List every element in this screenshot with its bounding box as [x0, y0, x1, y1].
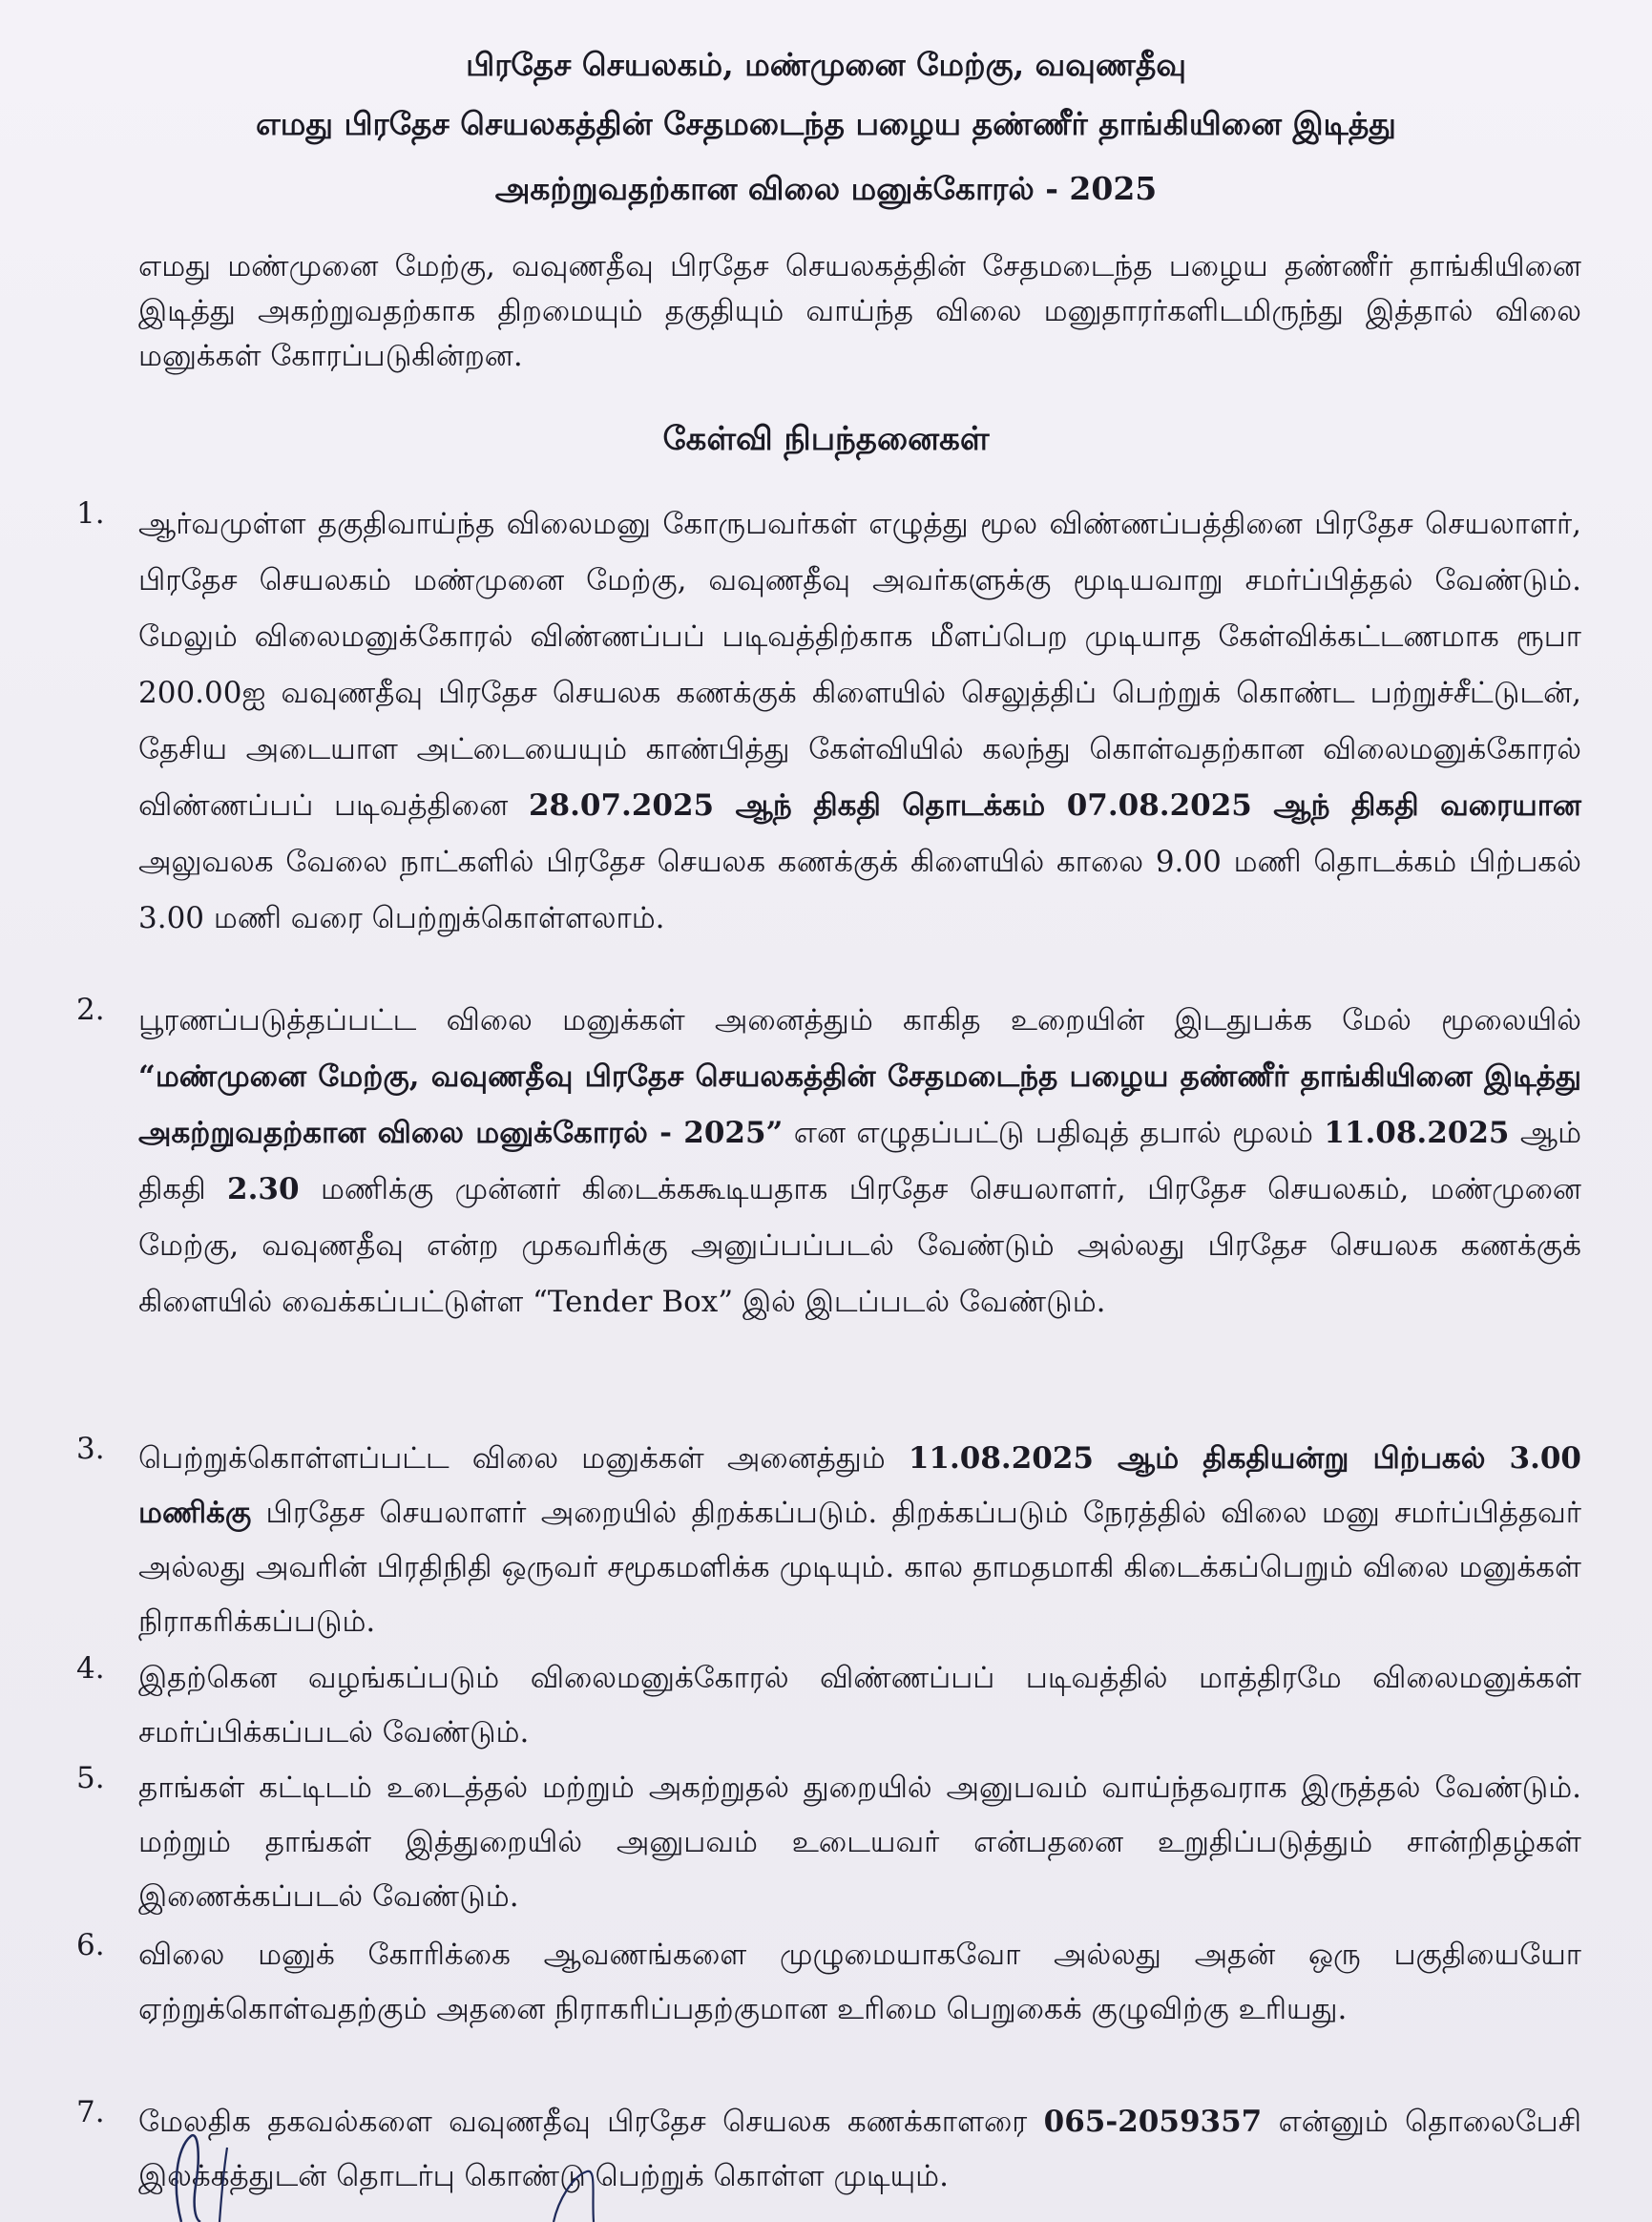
section-title: கேள்வி நிபந்தனைகள் — [662, 420, 990, 458]
condition-text-part: பிரதேச செயலாளர் அறையில் திறக்கப்படும். திறக்கப்படும் நேரத்தில் விலை மனு சமர்ப்பித்தவர் அல்லது அவரின் பிரதிநிதி ஒருவர் சமூகமளிக்க முடியும். கால தாமதமாகி கிடைக்கப்பெறும் விலை மனுக்கள் நிராகரிக்கப்படும். — [138, 1496, 1581, 1639]
condition-text: விலை மனுக் கோரிக்கை ஆவணங்களை முழுமையாகவோ அல்லது அதன் ஒரு பகுதியையோ ஏற்றுக்கொள்வதற்கும் அதனை நிராகரிப்பதற்குமான உரிமை பெறுகைக் குழுவிற்கு உரியது. — [138, 1938, 1581, 2026]
deadline-time-bold: 2.30 — [227, 1172, 300, 1206]
condition-text — [138, 1432, 1581, 1649]
condition-text: தாங்கள் கட்டிடம் உடைத்தல் மற்றும் அகற்றுதல் துறையில் அனுபவம் வாய்ந்தவராக இருத்தல் வேண்டும். மற்றும் தாங்கள் இத்துறையில் அனுபவம் உடையவர் என்பதனை உறுதிப்படுத்தும் சான்றிதழ்கள் இணைக்கப்படல் வேண்டும். — [138, 1771, 1581, 1914]
notice-title-line2: அகற்றுவதற்கான விலை மனுக்கோரல் - 2025 — [494, 170, 1158, 207]
condition-text-part: பூரணப்படுத்தப்பட்ட விலை மனுக்கள் அனைத்தும் காகித உறையின் இடதுபக்க மேல் மூலையில் — [138, 1003, 1581, 1038]
condition-number: 1. — [76, 496, 105, 531]
intro-paragraph: எமது மண்முனை மேற்கு, வவுணதீவு பிரதேச செயலகத்தின் சேதமடைந்த பழைய தண்ணீர் தாங்கியினை இடித்து அகற்றுவதற்காக திறமையும் தகுதியும் வாய்ந்த விலை மனுதாரர்களிடமிருந்து இத்தால் விலை மனுக்கள் கோரப்படுகின்றன. — [138, 249, 1581, 373]
opening-time-bold: 11.08.2025 ஆம் திகதியன்று பிற்பகல் 3.00 மணிக்கு — [138, 1441, 1582, 1530]
condition-text — [138, 993, 1581, 1331]
envelope-label-bold: “மண்முனை மேற்கு, வவுணதீவு பிரதேச செயலகத்தின் சேதமடைந்த பழைய தண்ணீர் தாங்கியினை இடித்து அகற்றுவதற்கான விலை மனுக்கோரல் - 2025” — [138, 1059, 1581, 1150]
condition-dates-bold: 28.07.2025 ஆந் திகதி தொடக்கம் 07.08.2025 ஆந் திகதி வரையான — [528, 788, 1581, 823]
condition-text-part: என்னும் தொலைபேசி இலக்கத்துடன் தொடர்பு கொண்டு பெற்றுக் கொள்ள முடியும். — [138, 2105, 1582, 2193]
condition-text-part: பெற்றுக்கொள்ளப்பட்ட விலை மனுக்கள் அனைத்தும் — [138, 1441, 886, 1476]
condition-text-part: அலுவலக வேலை நாட்களில் பிரதேச செயலக கணக்குக் கிளையில் காலை 9.00 மணி தொடக்கம் பிற்பகல் 3.00 மணி வரை பெற்றுக்கொள்ளலாம். — [138, 845, 1581, 935]
condition-text-part: என எழுதப்பட்டு பதிவுத் தபால் மூலம் — [793, 1116, 1313, 1150]
condition-text-part: மேலதிக தகவல்களை வவுணதீவு பிரதேச செயலக கணக்காளரை — [138, 2105, 1028, 2139]
deadline-date-bold: 11.08.2025 — [1324, 1116, 1510, 1150]
condition-number: 7. — [76, 2095, 105, 2129]
condition-number: 2. — [76, 993, 105, 1027]
condition-number: 6. — [76, 1928, 105, 1962]
condition-text-part: ஆம் திகதி — [138, 1116, 1582, 1206]
condition-number: 4. — [76, 1651, 105, 1686]
condition-text — [138, 496, 1581, 947]
condition-text-part: மணிக்கு முன்னர் கிடைக்ககூடியதாக பிரதேச செயலாளர், பிரதேச செயலகம், மண்முனை மேற்கு, வவுணதீவு என்ற முகவரிக்கு அனுப்பப்படல் வேண்டும் அல்லது பிரதேச செயலக கணக்குக் கிளையில் வைக்கப்பட்டுள்ள “Tender Box” இல் இடப்படல் வேண்டும். — [138, 1172, 1581, 1319]
notice-title-line1: எமது பிரதேச செயலகத்தின் சேதமடைந்த பழைய தண்ணீர் தாங்கியினை இடித்து — [256, 105, 1396, 142]
handwritten-signature — [153, 2128, 725, 2222]
condition-text: இதற்கென வழங்கப்படும் விலைமனுக்கோரல் விண்ணப்பப் படிவத்தில் மாத்திரமே விலைமனுக்கள் சமர்ப்பிக்கப்படல் வேண்டும். — [138, 1661, 1581, 1750]
condition-text-part: ஆர்வமுள்ள தகுதிவாய்ந்த விலைமனு கோருபவர்கள் எழுத்து மூல விண்ணப்பத்தினை பிரதேச செயலாளர், பிரதேச செயலகம் மண்முனை மேற்கு, வவுணதீவு அவர்களுக்கு மூடியவாறு சமர்ப்பித்தல் வேண்டும். மேலும் விலைமனுக்கோரல் விண்ணப்பப் படிவத்திற்காக மீளப்பெற முடியாத கேள்விக்கட்டணமாக ரூபா 200.00ஐ வவுணதீவு பிரதேச செயலக கணக்குக் கிளையில் செலுத்திப் பெற்றுக் கொண்ட பற்றுச்சீட்டுடன், தேசிய அடையாள அட்டையையும் காண்பித்து கேள்வியில் கலந்து கொள்வதற்கான விலைமனுக்கோரல் விண்ணப்பப் படிவத்தினை — [138, 507, 1581, 823]
office-heading: பிரதேச செயலகம், மண்முனை மேற்கு, வவுணதீவு — [466, 46, 1186, 83]
condition-number: 3. — [76, 1432, 105, 1466]
condition-number: 5. — [76, 1761, 105, 1795]
phone-number-bold: 065-2059357 — [1043, 2105, 1263, 2139]
